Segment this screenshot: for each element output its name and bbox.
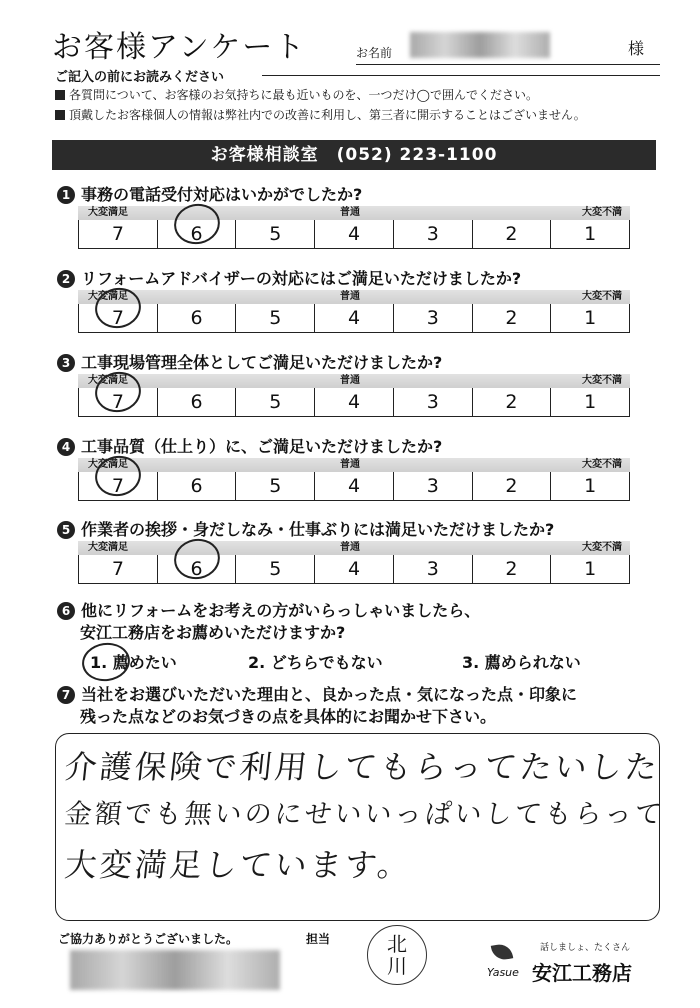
logo-text: Yasue (487, 966, 519, 979)
rating-option-7[interactable]: 7 (78, 388, 157, 416)
rating-option-1[interactable]: 1 (550, 555, 630, 583)
rating-scale (78, 206, 630, 249)
handwritten-line-2: 金額でも無いのにせいいっぱいしてもらって (63, 799, 667, 830)
rating-option-5[interactable]: 5 (235, 472, 314, 500)
name-suffix: 様 (628, 39, 645, 58)
rating-option-4[interactable]: 4 (314, 555, 393, 583)
square-bullet-icon (55, 110, 65, 120)
label-very-satisfied: 大変満足 (88, 459, 128, 470)
leaf-logo-icon (491, 942, 513, 961)
company-slogan: 話しましょ、たくさん (540, 943, 631, 953)
rating-option-6[interactable]: 6 (157, 472, 236, 500)
rating-option-2[interactable]: 2 (472, 472, 551, 500)
scale-labels (78, 290, 630, 304)
question-number-badge: 6 (57, 602, 75, 620)
note-2: 頂戴したお客様個人の情報は弊社内での改善に利用し、第三者に開示することはございません。 (55, 106, 586, 123)
rating-scale (78, 290, 630, 333)
handwritten-line-1: 介護保険で利用してもらってたいした (62, 748, 662, 786)
read-first-heading: ご記入の前にお読みください (55, 70, 225, 85)
rating-option-5[interactable]: 5 (235, 304, 314, 332)
company-name: 安江工務店 (532, 961, 632, 985)
divider (262, 75, 660, 76)
name-label: お名前 (356, 46, 393, 60)
question-6: 6 他にリフォームをお考えの方がいらっしゃいましたら、 (57, 598, 480, 621)
question-1: 1 事務の電話受付対応はいかがでしたか? (57, 182, 362, 205)
rating-option-4[interactable]: 4 (314, 304, 393, 332)
label-very-satisfied: 大変満足 (88, 542, 128, 553)
label-neutral: 普通 (340, 542, 360, 553)
question-5: 5 作業者の挨拶・身だしなみ・仕事ぶりには満足いただけましたか? (57, 517, 554, 540)
label-very-dissatisfied: 大変不満 (582, 291, 622, 302)
question-7-line2: 残った点などのお気づきの点を具体的にお聞かせ下さい。 (80, 707, 497, 726)
label-very-dissatisfied: 大変不満 (582, 207, 622, 218)
question-number-badge: 1 (57, 186, 75, 204)
label-neutral: 普通 (340, 207, 360, 218)
question-number-badge: 2 (57, 270, 75, 288)
rating-option-7[interactable]: 7 (78, 304, 157, 332)
question-7: 7 当社をお選びいただいた理由と、良かった点・気になった点・印象に (57, 682, 577, 705)
rating-option-4[interactable]: 4 (314, 388, 393, 416)
rating-option-2[interactable]: 2 (472, 220, 551, 248)
rating-option-2[interactable]: 2 (472, 388, 551, 416)
rating-option-1[interactable]: 1 (550, 220, 630, 248)
question-number-badge: 4 (57, 438, 75, 456)
scale-labels (78, 374, 630, 388)
name-field[interactable] (356, 64, 660, 65)
redacted-name (410, 32, 550, 58)
rating-scale (78, 458, 630, 501)
label-neutral: 普通 (340, 459, 360, 470)
redacted-info (70, 950, 280, 990)
rating-option-3[interactable]: 3 (393, 220, 472, 248)
label-very-satisfied: 大変満足 (88, 291, 128, 302)
rating-scale (78, 374, 630, 417)
rating-option-7[interactable]: 7 (78, 220, 157, 248)
question-6-line2: 安江工務店をお薦めいただけますか? (80, 623, 346, 642)
label-neutral: 普通 (340, 375, 360, 386)
option-recommend[interactable]: 1. 薦めたい (90, 653, 177, 672)
rating-option-3[interactable]: 3 (393, 304, 472, 332)
label-very-dissatisfied: 大変不満 (582, 375, 622, 386)
option-neutral[interactable]: 2. どちらでもない (248, 653, 383, 672)
label-neutral: 普通 (340, 291, 360, 302)
question-number-badge: 3 (57, 354, 75, 372)
question-2: 2 リフォームアドバイザーの対応にはご満足いただけましたか? (57, 266, 521, 289)
question-3: 3 工事現場管理全体としてご満足いただけましたか? (57, 350, 442, 373)
note-1: 各質問について、お客様のお気持ちに最も近いものを、一つだけ◯で囲んでください。 (55, 86, 538, 103)
thanks-message: ご協力ありがとうございました。 (58, 932, 239, 946)
staff-hanko-stamp: 北 川 (367, 925, 427, 985)
question-number-badge: 5 (57, 521, 75, 539)
rating-option-7[interactable]: 7 (78, 555, 157, 583)
scale-labels (78, 458, 630, 472)
rating-option-4[interactable]: 4 (314, 220, 393, 248)
label-very-dissatisfied: 大変不満 (582, 542, 622, 553)
option-not-recommend[interactable]: 3. 薦められない (462, 653, 581, 672)
rating-option-6[interactable]: 6 (157, 304, 236, 332)
customer-hotline-bar: お客様相談室 (052) 223-1100 (52, 140, 656, 170)
rating-option-5[interactable]: 5 (235, 555, 314, 583)
label-very-satisfied: 大変満足 (88, 375, 128, 386)
rating-scale (78, 541, 630, 584)
rating-option-2[interactable]: 2 (472, 304, 551, 332)
rating-option-6[interactable]: 6 (157, 555, 236, 583)
label-very-satisfied: 大変満足 (88, 207, 128, 218)
rating-option-1[interactable]: 1 (550, 388, 630, 416)
rating-option-5[interactable]: 5 (235, 388, 314, 416)
rating-option-2[interactable]: 2 (472, 555, 551, 583)
rating-option-4[interactable]: 4 (314, 472, 393, 500)
rating-option-1[interactable]: 1 (550, 472, 630, 500)
question-number-badge: 7 (57, 686, 75, 704)
staff-label: 担当 (306, 932, 331, 946)
rating-option-3[interactable]: 3 (393, 472, 472, 500)
rating-option-5[interactable]: 5 (235, 220, 314, 248)
scale-labels (78, 206, 630, 220)
square-bullet-icon (55, 90, 65, 100)
label-very-dissatisfied: 大変不満 (582, 459, 622, 470)
rating-option-3[interactable]: 3 (393, 388, 472, 416)
question-4: 4 工事品質（仕上り）に、ご満足いただけましたか? (57, 434, 442, 457)
handwritten-line-3: 大変満足しています。 (62, 846, 415, 884)
rating-option-3[interactable]: 3 (393, 555, 472, 583)
rating-option-6[interactable]: 6 (157, 220, 236, 248)
rating-option-7[interactable]: 7 (78, 472, 157, 500)
survey-title: お客様アンケート (52, 30, 307, 65)
rating-option-1[interactable]: 1 (550, 304, 630, 332)
scale-labels (78, 541, 630, 555)
rating-option-6[interactable]: 6 (157, 388, 236, 416)
